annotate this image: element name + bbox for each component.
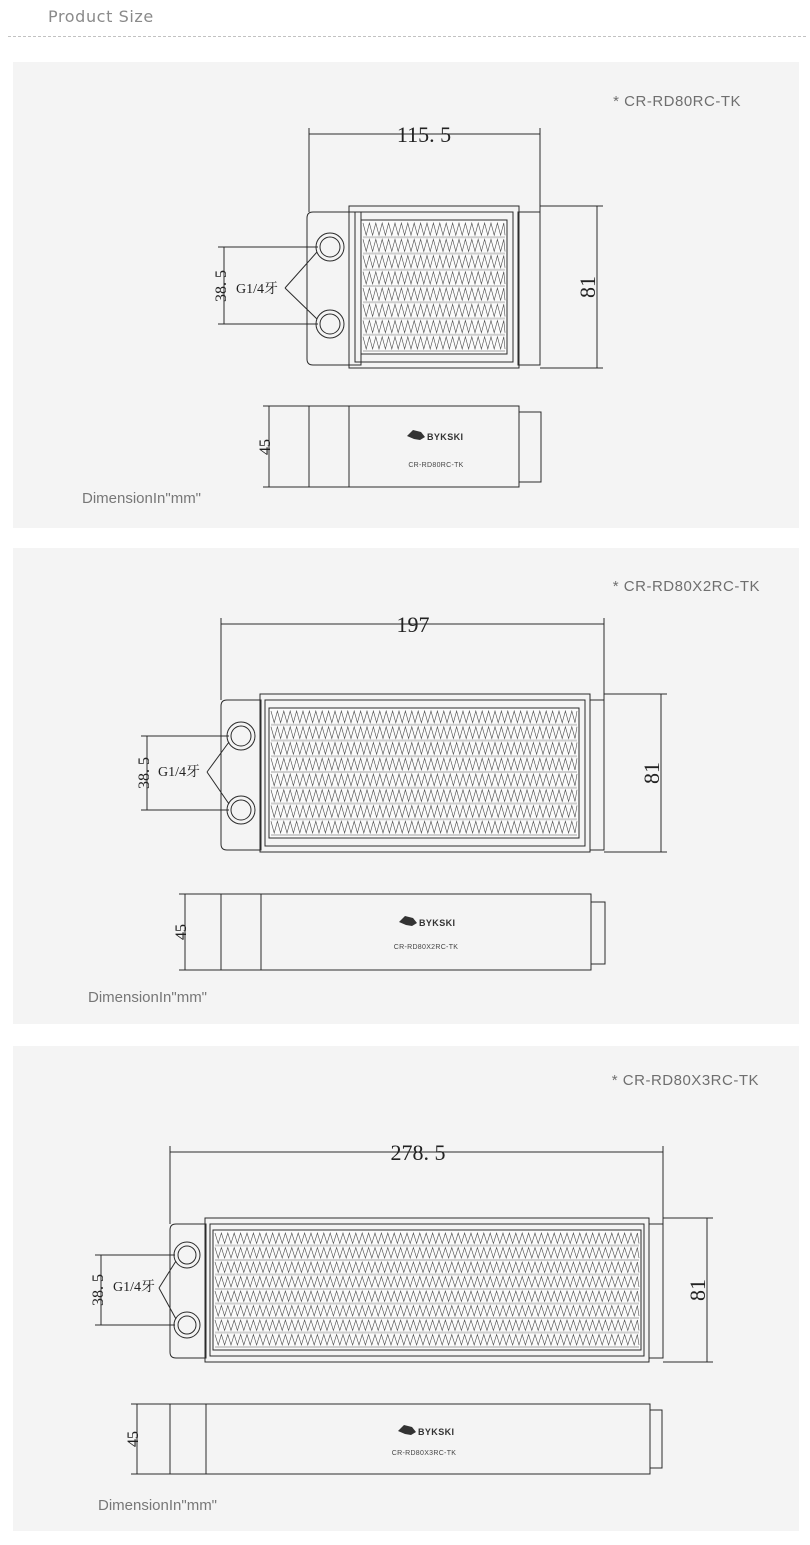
thickness-label: 45 [257, 439, 274, 455]
coolant-tube [271, 834, 577, 836]
model-label: * CR-RD80RC-TK [613, 93, 741, 110]
width-label: 115. 5 [396, 122, 452, 147]
side-tank-left [170, 1404, 206, 1474]
product-panel-rd80x2 [13, 548, 799, 1024]
port-spacing-label: 38. 5 [90, 1274, 107, 1306]
coolant-tube [215, 1245, 639, 1247]
height-label: 81 [639, 762, 664, 784]
product-panel-rd80 [13, 62, 799, 528]
coolant-tube [215, 1259, 639, 1261]
port-spacing-label: 38. 5 [213, 270, 230, 302]
side-model-label: CR-RD80RC-TK [408, 462, 464, 469]
coolant-tube [271, 818, 577, 820]
coolant-tube [363, 269, 505, 271]
end-tank-left [307, 212, 361, 365]
height-label: 81 [575, 276, 600, 298]
coolant-tube [271, 771, 577, 773]
width-label: 197 [396, 612, 430, 637]
side-tank-right [519, 412, 541, 482]
drawing-rd80 [13, 62, 799, 528]
bykski-logo-icon [407, 430, 425, 440]
side-model-label: CR-RD80X2RC-TK [393, 944, 459, 951]
bykski-logo-icon [398, 1425, 416, 1435]
side-tank-left [221, 894, 261, 970]
coolant-tube [271, 724, 577, 726]
end-tank-right [649, 1224, 663, 1358]
thread-label: G1/4牙 [113, 1280, 155, 1295]
model-label: * CR-RD80X2RC-TK [612, 578, 760, 595]
brand-name: BYKSKI [418, 1427, 455, 1437]
coolant-tube [215, 1346, 639, 1348]
thread-label: G1/4牙 [158, 765, 200, 780]
thread-label: G1/4牙 [236, 282, 278, 297]
page-title: Product Size [48, 7, 154, 26]
coolant-tube [215, 1332, 639, 1334]
side-tank-left [309, 406, 349, 487]
thickness-label: 45 [173, 924, 190, 940]
port-spacing-label: 38. 5 [136, 757, 153, 789]
page-header [0, 0, 810, 38]
brand-name: BYKSKI [419, 918, 456, 928]
side-model-label: CR-RD80X3RC-TK [391, 1450, 457, 1457]
width-label: 278. 5 [390, 1140, 446, 1165]
coolant-tube [271, 740, 577, 742]
side-tank-right [591, 902, 605, 964]
bykski-logo-icon [399, 916, 417, 926]
coolant-tube [271, 787, 577, 789]
coolant-tube [215, 1274, 639, 1276]
side-body [261, 894, 591, 970]
coolant-tube [363, 236, 505, 238]
product-panel-rd80x3 [13, 1046, 799, 1531]
end-tank-right [590, 700, 604, 850]
thickness-label: 45 [125, 1431, 142, 1447]
drawing-rd80x3 [13, 1046, 799, 1531]
model-label: * CR-RD80X3RC-TK [611, 1072, 759, 1089]
coolant-tube [363, 301, 505, 303]
coolant-tube [363, 318, 505, 320]
coolant-tube [363, 285, 505, 287]
brand-name: BYKSKI [427, 432, 464, 442]
coolant-tube [215, 1303, 639, 1305]
side-body [349, 406, 519, 487]
coolant-tube [271, 803, 577, 805]
end-tank-right [518, 212, 540, 365]
units-note: DimensionIn"mm" [82, 490, 202, 507]
coolant-tube [363, 253, 505, 255]
coolant-tube [363, 334, 505, 336]
coolant-tube [271, 755, 577, 757]
side-body [206, 1404, 650, 1474]
drawing-rd80x2 [13, 548, 799, 1024]
coolant-tube [363, 350, 505, 352]
height-label: 81 [685, 1279, 710, 1301]
units-note: DimensionIn"mm" [88, 989, 208, 1006]
header-divider [8, 36, 806, 37]
coolant-tube [215, 1288, 639, 1290]
units-note: DimensionIn"mm" [98, 1497, 218, 1514]
coolant-tube [215, 1317, 639, 1319]
side-tank-right [650, 1410, 662, 1468]
